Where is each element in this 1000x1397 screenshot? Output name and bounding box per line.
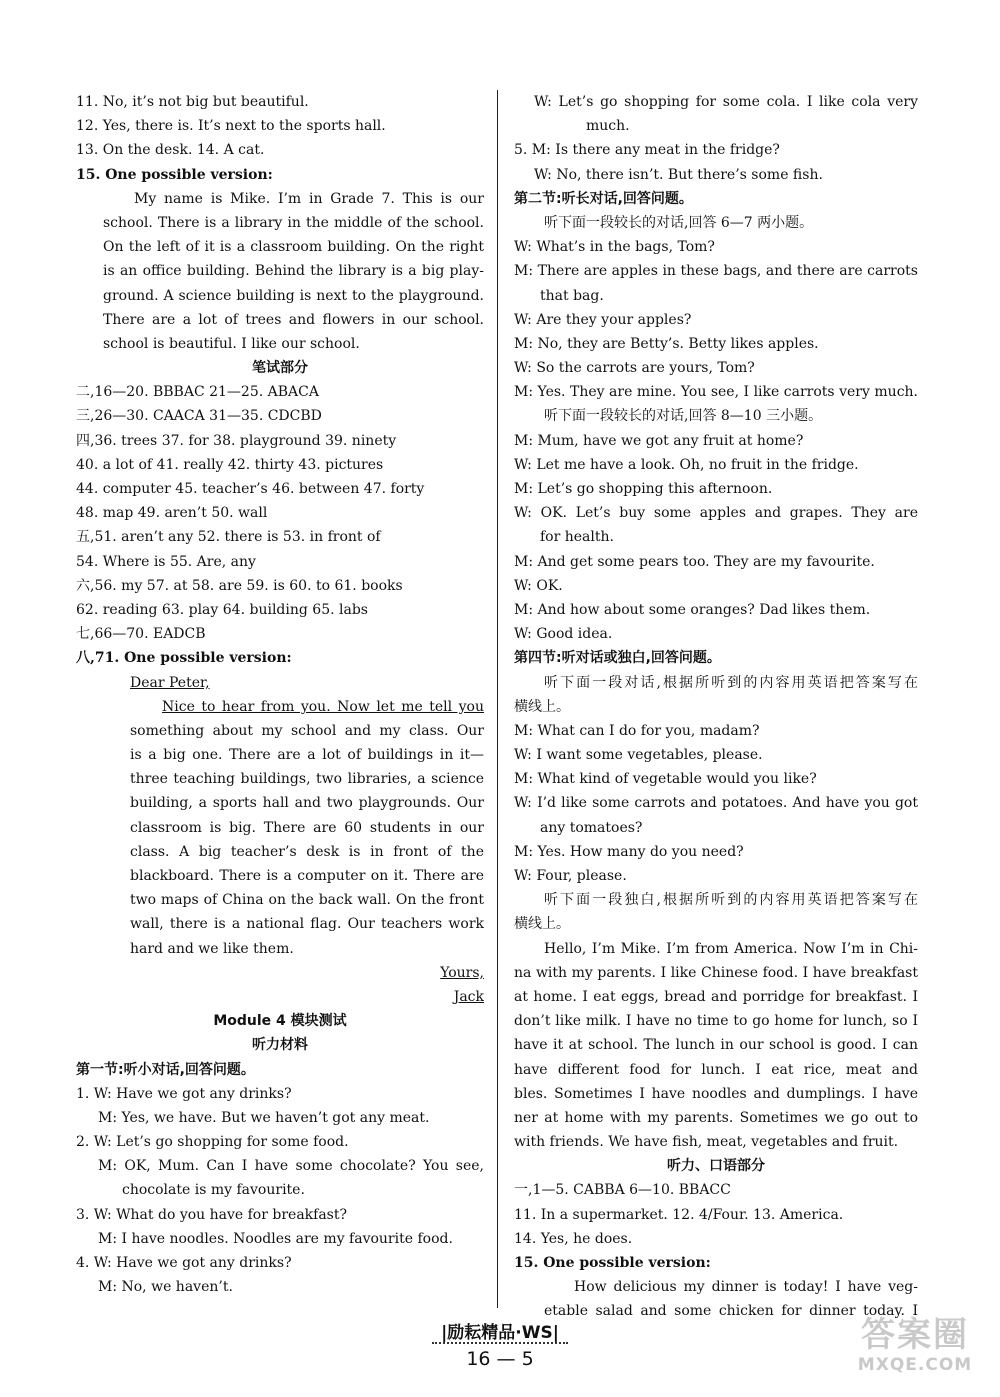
text-line: have it at school. The lunch in our school is good. I can [514, 1037, 918, 1054]
text-line: with friends. We have fish, meat, vegetables and fruit. [514, 1134, 899, 1151]
text-line: hard and we like them. [130, 940, 294, 957]
text-line: 听下面一段较长的对话,回答 6—7 两小题。 [544, 214, 814, 231]
text-line: M: No, we haven’t. [98, 1279, 233, 1296]
text-line: 14. Yes, he does. [514, 1230, 633, 1247]
text-line: building, a sports hall and two playgrounds. Our [130, 795, 484, 812]
text-line: 横线上。 [514, 916, 570, 933]
footer-rule [432, 1342, 568, 1344]
text-line: ner at home with my parents. Sometimes we go out to [514, 1109, 918, 1126]
text-line: On the left of it is a classroom building. On the right [103, 239, 484, 256]
text-line: have different food for lunch. I eat rice, meat and [514, 1061, 918, 1078]
text-line: for health. [540, 529, 614, 546]
text-line: W: OK. [514, 577, 563, 594]
text-line: 12. Yes, there is. It’s next to the sports hall. [76, 118, 386, 135]
left-column [76, 90, 484, 1299]
text-line: W: No, there isn’t. But there’s some fish. [534, 166, 823, 183]
text-line: Jack [453, 988, 484, 1005]
text-line: 听力材料 [252, 1037, 308, 1054]
text-line: 二,16—20. BBBAC 21—25. ABACA [76, 384, 319, 401]
text-line: 三,26—30. CAACA 31—35. CDCBD [76, 408, 322, 425]
text-line: W: Good idea. [514, 626, 613, 643]
text-line: M: Mum, have we got any fruit at home? [514, 432, 804, 449]
text-line: W: Let me have a look. Oh, no fruit in the fridge. [514, 456, 859, 473]
text-line: 六,56. my 57. at 58. are 59. is 60. to 61. books [76, 577, 403, 594]
text-line: Nice to hear from you. Now let me tell you [162, 698, 484, 715]
text-line: 15. One possible version: [514, 1255, 711, 1271]
text-line: 横线上。 [514, 698, 570, 715]
text-line: is a big one. There are a lot of buildings in it— [130, 747, 484, 764]
text-line: How delicious my dinner is today! I have veg- [574, 1279, 918, 1296]
text-line: W: I want some vegetables, please. [514, 747, 763, 764]
text-line: 听下面一段独白,根据所听到的内容用英语把答案写在 [544, 892, 918, 909]
text-line: M: What can I do for you, madam? [514, 722, 760, 739]
text-line: 五,51. aren’t any 52. there is 53. in front of [76, 529, 381, 546]
text-line: W: What’s in the bags, Tom? [514, 239, 715, 256]
text-line: two maps of China on the back wall. On the front [130, 892, 484, 909]
text-line: W: Let’s go shopping for some cola. I like cola very [534, 94, 918, 110]
text-line: don’t like milk. I have no time to go home for lunch, so I [514, 1013, 918, 1030]
text-line: Hello, I’m Mike. I’m from America. Now I’m in Chi- [544, 940, 918, 957]
text-line: 听下面一段对话,根据所听到的内容用英语把答案写在 [544, 674, 918, 691]
text-line: M: I have noodles. Noodles are my favourite food. [98, 1230, 453, 1247]
text-line: 第四节:听对话或独白,回答问题。 [514, 650, 721, 667]
text-line: something about my school and my class. Our [130, 722, 484, 739]
text-line: 2. W: Let’s go shopping for some food. [76, 1134, 349, 1151]
text-line: 40. a lot of 41. really 42. thirty 43. pictures [76, 456, 384, 473]
text-line: 八,71. One possible version: [76, 650, 292, 667]
watermark-logo [840, 1315, 990, 1385]
text-line: 48. map 49. aren’t 50. wall [76, 505, 268, 522]
text-line: school. There is a library in the middle of the school. [103, 214, 484, 231]
text-line: M: OK, Mum. Can I have some chocolate? You see, [98, 1158, 484, 1175]
text-line: 3. W: What do you have for breakfast? [76, 1206, 347, 1223]
text-line: M: And get some pears too. They are my favourite. [514, 553, 875, 570]
text-line: wall, there is a national flag. Our teachers work [130, 916, 484, 933]
text-line: W: Are they your apples? [514, 311, 692, 328]
right-column [514, 90, 918, 1324]
text-line: Module 4 模块测试 [213, 1013, 347, 1030]
text-line: M: No, they are Betty’s. Betty likes apples. [514, 335, 819, 352]
text-line: W: Four, please. [514, 868, 627, 884]
text-line: Yours, [440, 964, 484, 981]
text-line: W: OK. Let’s buy some apples and grapes. They are [514, 505, 918, 522]
text-line: M: Yes. They are mine. You see, I like carrots very much. [514, 384, 918, 401]
text-line: 第一节:听小对话,回答问题。 [76, 1061, 255, 1078]
text-line: 62. reading 63. play 64. building 65. labs [76, 601, 368, 618]
text-line: 15. One possible version: [76, 166, 273, 183]
column-divider [497, 90, 498, 1308]
text-line: There are a lot of trees and flowers in our school. [103, 311, 484, 328]
text-line: chocolate is my favourite. [122, 1182, 305, 1199]
text-line: blackboard. There is a computer on it. There are [130, 868, 484, 884]
text-line: etable salad and some chicken for dinner today. I [544, 1303, 918, 1320]
text-line: M: Let’s go shopping this afternoon. [514, 481, 773, 497]
text-line: 一,1—5. CABBA 6—10. BBACC [514, 1182, 731, 1199]
text-line: 听下面一段较长的对话,回答 8—10 三小题。 [544, 408, 823, 425]
text-line: W: So the carrots are yours, Tom? [514, 360, 755, 377]
text-line: M: Yes. How many do you need? [514, 843, 744, 860]
text-line: M: What kind of vegetable would you like? [514, 771, 817, 788]
watermark-url: MXQE.COM [857, 1355, 973, 1375]
text-line: 5. M: Is there any meat in the fridge? [514, 142, 780, 159]
text-line: much. [586, 118, 630, 135]
text-line: 笔试部分 [252, 360, 308, 377]
text-line: three teaching buildings, two libraries, a science [130, 771, 484, 788]
text-line: na with my parents. I like Chinese food. I have breakfast [514, 964, 918, 981]
text-line: 1. W: Have we got any drinks? [76, 1085, 292, 1102]
text-line: 11. In a supermarket. 12. 4/Four. 13. America. [514, 1206, 844, 1223]
text-line: 听力、口语部分 [667, 1158, 765, 1175]
text-line: 七,66—70. EADCB [76, 626, 206, 643]
text-line: My name is Mike. I’m in Grade 7. This is our [134, 190, 484, 207]
text-line: any tomatoes? [540, 819, 643, 836]
text-line: bles. Sometimes I have noodles and dumplings. I have [514, 1085, 918, 1102]
text-line: school is beautiful. I like our school. [103, 335, 360, 352]
text-line: Dear Peter, [130, 674, 210, 691]
text-line: 第二节:听长对话,回答问题。 [514, 190, 693, 207]
text-line: W: I’d like some carrots and potatoes. And have you got [514, 795, 918, 812]
text-line: class. A big teacher’s desk is in front of the [130, 843, 484, 860]
text-line: classroom is big. There are 60 students in our [130, 819, 484, 836]
text-line: 54. Where is 55. Are, any [76, 553, 256, 570]
text-line: M: Yes, we have. But we haven’t got any meat. [98, 1109, 430, 1126]
page-number: 16 — 5 [466, 1348, 534, 1370]
text-line: 4. W: Have we got any drinks? [76, 1255, 292, 1271]
text-line: at home. I eat eggs, bread and porridge for breakfast. I [514, 988, 918, 1005]
text-line: M: There are apples in these bags, and there are carrots [514, 263, 918, 280]
text-line: is an office building. Behind the library is a big play- [103, 263, 484, 280]
text-line: ground. A science building is next to the playground. [103, 287, 484, 304]
text-line: M: And how about some oranges? Dad likes them. [514, 601, 871, 618]
text-line: that bag. [540, 287, 604, 304]
text-line: 11. No, it’s not big but beautiful. [76, 94, 309, 110]
text-line: 13. On the desk. 14. A cat. [76, 142, 265, 159]
watermark-text: 答案圈 [861, 1315, 969, 1355]
text-line: 44. computer 45. teacher’s 46. between 47. forty [76, 481, 425, 497]
footer-brand: |励耘精品·WS| [441, 1323, 559, 1343]
text-line: 四,36. trees 37. for 38. playground 39. ninety [76, 432, 397, 449]
